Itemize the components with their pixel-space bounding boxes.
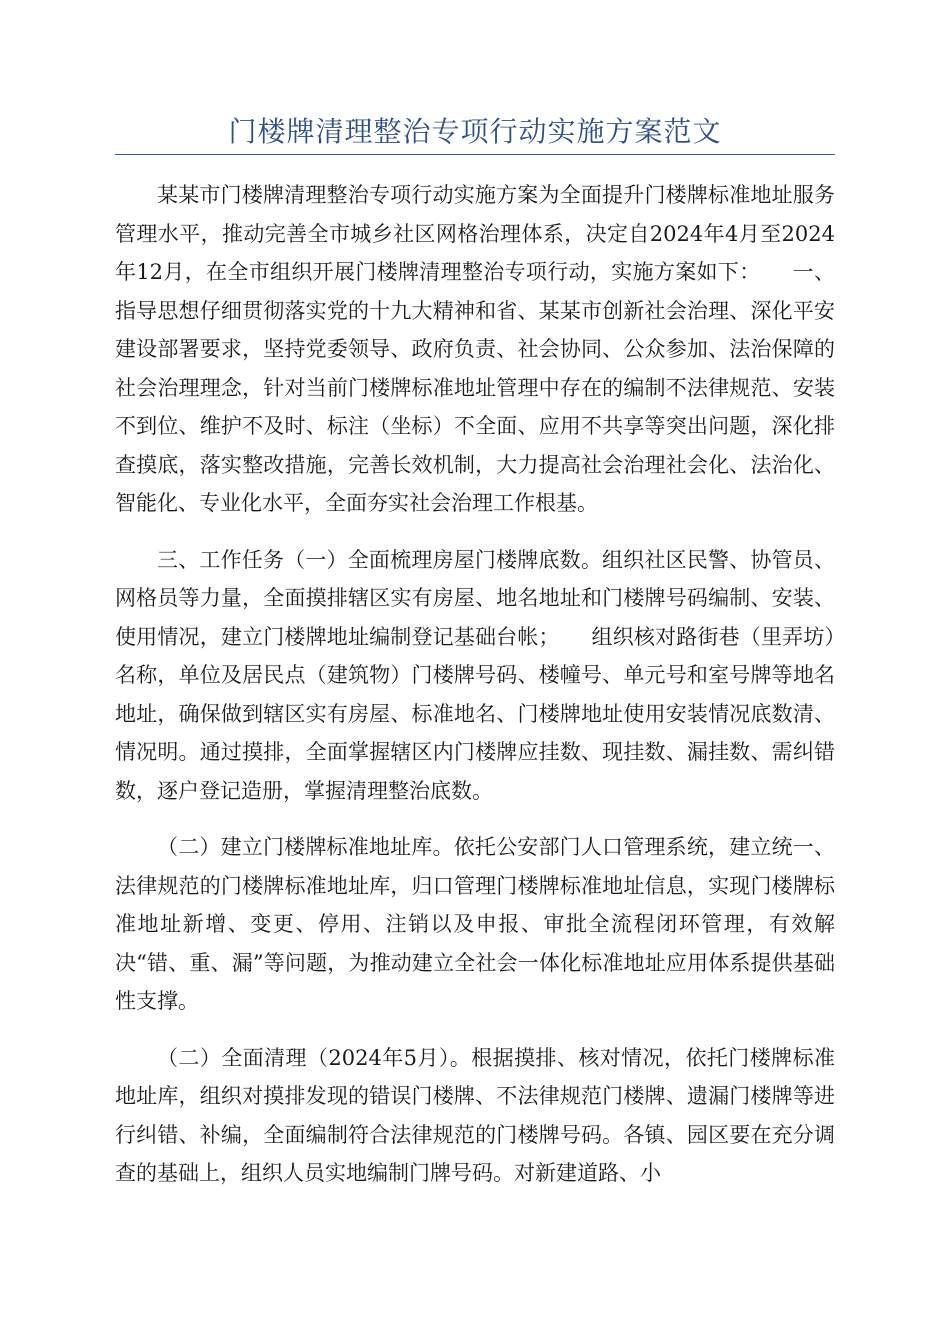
document-title: 门楼牌清理整治专项行动实施方案范文 — [228, 115, 722, 148]
title-underline — [115, 154, 835, 155]
document-body — [115, 176, 835, 1211]
paragraph-tasks: 三、工作任务（一）全面梳理房屋门楼牌底数。组织社区民警、协管员、网格员等力量，全面摸排辖区实有房屋、地名地址和门楼牌号码编制、安装、使用情况，建立门楼牌地址编制登记基础台帐； 组织核对路街巷（里弄坊）名称，单位及居民点（建筑物）门楼牌号码、楼幢号、单元号和室号牌等地名地址，确保做到辖区实有房屋、标准地名、门楼牌地址使用安装情况底数清、情况明。通过摸排，全面掌握辖区内门楼牌应挂数、现挂数、漏挂数、需纠错数，逐户登记造册，掌握清理整治底数。 — [115, 547, 835, 803]
paragraph-address-library: （二）建立门楼牌标准地址库。依托公安部门人口管理系统，建立统一、法律规范的门楼牌标准地址库，归口管理门楼牌标准地址信息，实现门楼牌标准地址新增、变更、停用、注销以及申报、审批全流程闭环管理，有效解决“错、重、漏”等问题，为推动建立全社会一体化标准地址应用体系提供基础性支撑。 — [115, 835, 835, 1013]
paragraph-cleanup: （二）全面清理（2024年5月）。根据摸排、核对情况，依托门楼牌标准地址库，组织对摸排发现的错误门楼牌、不法律规范门楼牌、遗漏门楼牌等进行纠错、补编，全面编制符合法律规范的门楼牌号码。各镇、园区要在充分调查的基础上，组织人员实地编制门牌号码。对新建道路、小 — [115, 1045, 835, 1185]
paragraph-intro: 某某市门楼牌清理整治专项行动实施方案为全面提升门楼牌标准地址服务管理水平，推动完善全市城乡社区网格治理体系，决定自2024年4月至2024年12月，在全市组织开展门楼牌清理整治专项行动，实施方案如下： 一、指导思想仔细贯彻落实党的十九大精神和省、某某市创新社会治理、深化平安建设部署要求，坚持党委领导、政府负责、社会协同、公众参加、法治保障的社会治理理念，针对当前门楼牌标准地址管理中存在的编制不法律规范、安装不到位、维护不及时、标注（坐标）不全面、应用不共享等突出问题，深化排查摸底，落实整改措施，完善长效机制，大力提高社会治理社会化、法治化、智能化、专业化水平，全面夯实社会治理工作根基。 — [115, 183, 835, 515]
